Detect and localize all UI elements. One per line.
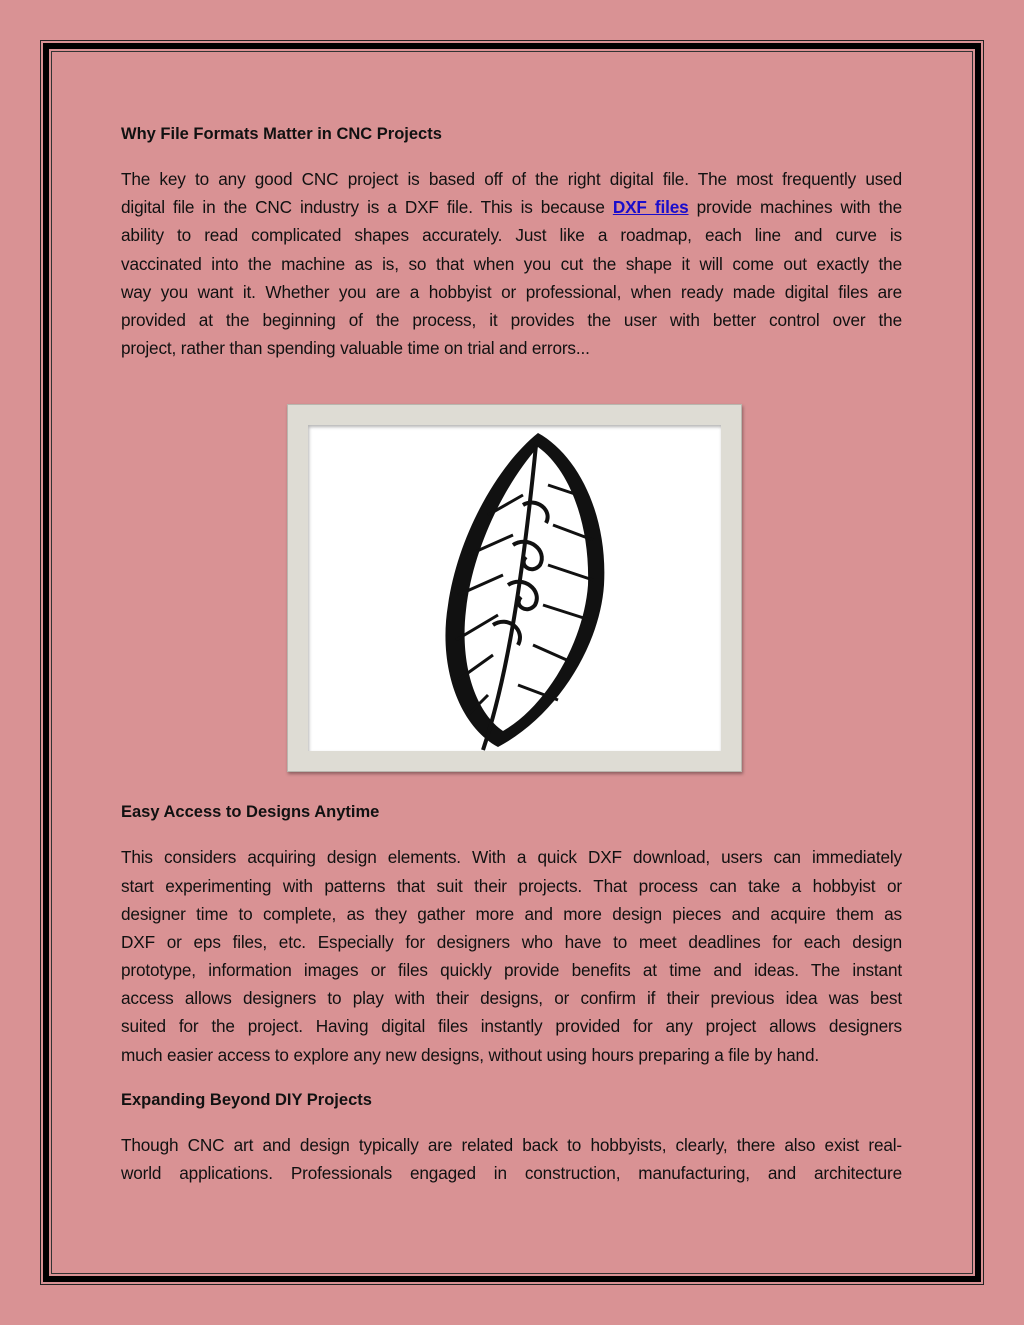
paragraph [121,1131,902,1187]
text-line: project, rather than spending valuable time on trial and errors... [121,338,590,359]
text-line: The key to any good CNC project is based off of the right digital file. The most frequently used [121,169,902,189]
text-line: ability to read complicated shapes accurately. Just like a roadmap, each line and curve is [121,225,902,246]
section-heading: Expanding Beyond DIY Projects [121,1090,372,1109]
section-file-formats [121,120,902,362]
paragraph [121,165,902,362]
image-canvas [308,425,721,751]
text-line: vaccinated into the machine as is, so that when you cut the shape it will come out exactly the [121,253,902,274]
feather-leaf-icon [308,425,721,751]
framed-image [287,404,742,772]
section-easy-access [121,798,902,1069]
text-line: access allows designers to play with their designs, or confirm if their previous idea was best [121,988,902,1009]
text-line: provided at the beginning of the process, it provides the user with better control over the [121,309,902,330]
text-line: world applications. Professionals engaged in construction, manufacturing, and architecture [121,1163,902,1183]
section-heading: Easy Access to Designs Anytime [121,803,380,822]
text-line: This considers acquiring design elements. With a quick DXF download, users can immediately [121,847,902,868]
text-line: start experimenting with patterns that suit their projects. That process can take a hobbyist or [121,875,902,896]
text-line: DXF or eps files, etc. Especially for designers who have to meet deadlines for each design [121,931,902,952]
text-span: digital file in the CNC industry is a DXF file. This is because [121,197,613,218]
text-line: prototype, information images or files quickly provide benefits at time and ideas. The instant [121,960,902,981]
text-line: much easier access to explore any new designs, without using hours preparing a file by hand. [121,1044,819,1065]
text-line: designer time to complete, as they gather more and more design pieces and acquire them as [121,903,902,924]
section-heading: Why File Formats Matter in CNC Projects [121,125,442,143]
section-beyond-diy [121,1086,902,1187]
text-line: way you want it. Whether you are a hobbyist or professional, when ready made digital files are [121,281,902,302]
dxf-files-link[interactable]: DXF files [612,197,689,218]
text-line [121,193,902,221]
paragraph [121,843,902,1069]
text-line: suited for the project. Having digital files instantly provided for any project allows designers [121,1016,902,1037]
text-span: provide machines with the [688,197,902,218]
text-line: Though CNC art and design typically are related back to hobbyists, clearly, there also exist real- [121,1134,902,1155]
